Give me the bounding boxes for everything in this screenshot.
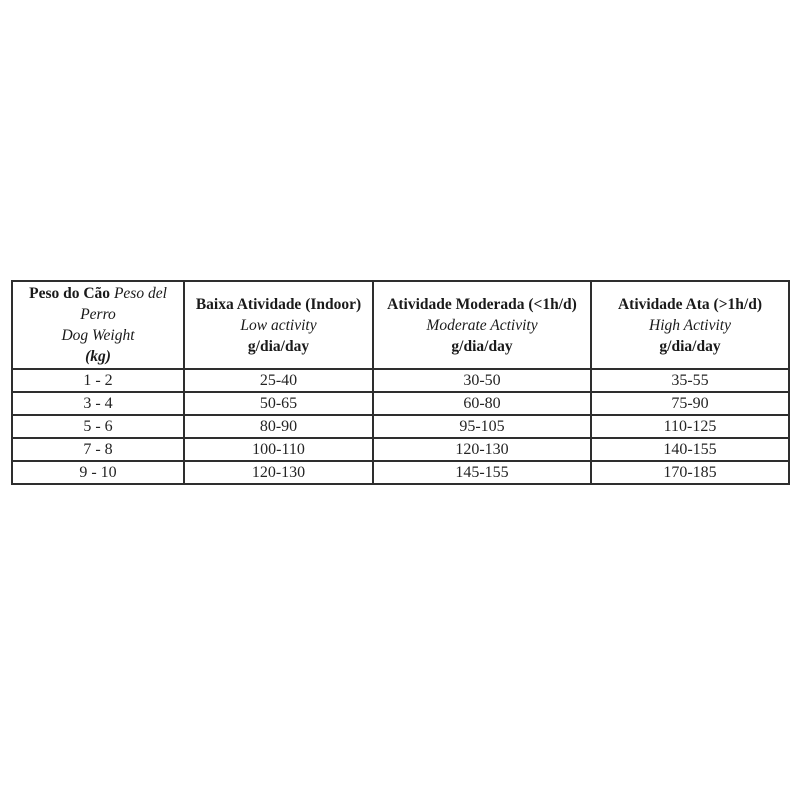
header-dog-weight: [12, 281, 184, 369]
table-row: [12, 415, 789, 438]
high-activity-cell: 110-125: [591, 415, 789, 438]
header-moderate-activity-subtitle: Moderate Activity: [426, 316, 538, 334]
table-row: [12, 392, 789, 415]
high-activity-cell: 35-55: [591, 369, 789, 392]
low-activity-cell: 100-110: [184, 438, 373, 461]
weight-cell: 3 - 4: [12, 392, 184, 415]
moderate-activity-cell: 145-155: [373, 461, 591, 484]
low-activity-cell: 120-130: [184, 461, 373, 484]
moderate-activity-cell: 30-50: [373, 369, 591, 392]
header-moderate-activity-title: Atividade Moderada (<1h/d): [387, 295, 577, 313]
low-activity-cell: 50-65: [184, 392, 373, 415]
header-low-activity-title: Baixa Atividade (Indoor): [195, 295, 362, 313]
header-dog-weight-es-part1: Peso del: [113, 285, 167, 302]
weight-cell: 5 - 6: [12, 415, 184, 438]
high-activity-cell: 75-90: [591, 392, 789, 415]
header-dog-weight-en: Dog Weight: [61, 327, 135, 344]
header-dog-weight-line1: [15, 283, 181, 304]
header-low-activity-unit: g/dia/day: [247, 337, 310, 355]
header-high-activity: [591, 281, 789, 369]
header-dog-weight-unit: (kg): [85, 348, 111, 365]
table-row: [12, 461, 789, 484]
weight-cell: 9 - 10: [12, 461, 184, 484]
moderate-activity-cell: 120-130: [373, 438, 591, 461]
moderate-activity-cell: 95-105: [373, 415, 591, 438]
feeding-table: [11, 280, 790, 485]
table-row: [12, 438, 789, 461]
high-activity-cell: 170-185: [591, 461, 789, 484]
moderate-activity-cell: 60-80: [373, 392, 591, 415]
low-activity-cell: 25-40: [184, 369, 373, 392]
header-low-activity-subtitle: Low activity: [240, 316, 317, 334]
header-row: [12, 281, 789, 369]
table-row: [12, 369, 789, 392]
header-high-activity-title: Atividade Ata (>1h/d): [617, 295, 763, 313]
header-moderate-activity: [373, 281, 591, 369]
weight-cell: 7 - 8: [12, 438, 184, 461]
high-activity-cell: 140-155: [591, 438, 789, 461]
header-moderate-activity-unit: g/dia/day: [451, 337, 513, 355]
header-dog-weight-pt: Peso do Cão: [29, 285, 111, 302]
header-dog-weight-es-part2: Perro: [80, 306, 116, 323]
weight-cell: 1 - 2: [12, 369, 184, 392]
header-high-activity-unit: g/dia/day: [659, 337, 721, 355]
low-activity-cell: 80-90: [184, 415, 373, 438]
header-high-activity-subtitle: High Activity: [649, 316, 731, 334]
header-low-activity: [184, 281, 373, 369]
